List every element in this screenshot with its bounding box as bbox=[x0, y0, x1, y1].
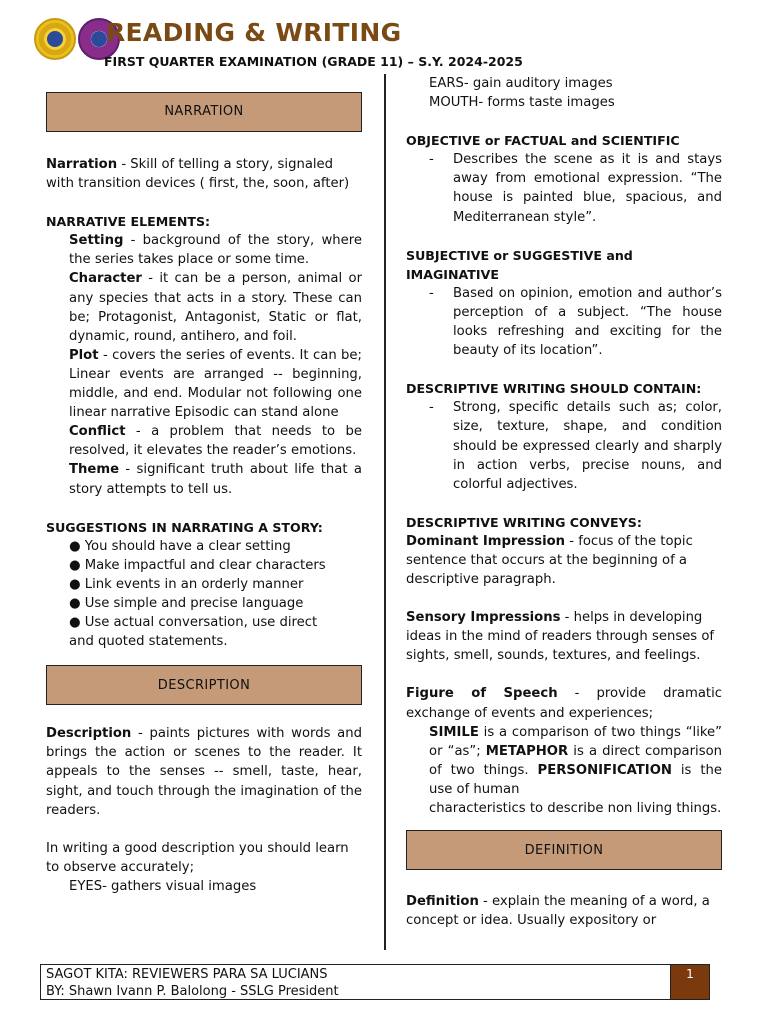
element-character: Character - it can be a person, animal or any species that acts in a story. These can be; Protagonist, Antagonist, Static or flat, dynamic, round, antihero, and foil. bbox=[69, 271, 362, 344]
objective-heading: OBJECTIVE or FACTUAL and SCIENTIFIC bbox=[406, 133, 680, 149]
right-column bbox=[406, 74, 722, 930]
page-subtitle: FIRST QUARTER EXAMINATION (GRADE 11) – S.Y. 2024-2025 bbox=[104, 54, 523, 69]
school-seal-logo bbox=[34, 18, 76, 60]
suggestion-item: ● Link events in an orderly manner bbox=[69, 576, 304, 592]
suggestion-item: ● Use simple and precise language bbox=[69, 595, 304, 611]
page-title: READING & WRITING bbox=[106, 18, 402, 47]
sensory-impressions: Sensory Impressions - helps in developing ideas in the mind of readers through senses of sights, smell, sounds, textures, and feelings. bbox=[406, 610, 715, 664]
bullet-icon: ● bbox=[69, 615, 81, 631]
dominant-impression: Dominant Impression - focus of the topic sentence that occurs at the beginning of a descriptive paragraph. bbox=[406, 533, 693, 588]
should-contain-item: - Strong, specific details such as; color, size, texture, shape, and condition should be expressed clearly and sharply in action verbs, precise nouns, and colorful adjectives. bbox=[406, 398, 722, 493]
bullet-icon: ● bbox=[69, 538, 81, 554]
definition-section-header: DEFINITION bbox=[406, 830, 722, 870]
figures-explanation: SIMILE is a comparison of two things “like” or “as”; METAPHOR is a direct comparison of two things. PERSONIFICATION is the use of human bbox=[429, 724, 723, 797]
bullet-icon: ● bbox=[69, 595, 81, 611]
page-footer bbox=[40, 964, 710, 1000]
narration-term: Narration bbox=[46, 157, 118, 172]
eyes-line: EYES- gathers visual images bbox=[69, 878, 257, 894]
page-number: 1 bbox=[670, 965, 709, 999]
bullet-icon: ● bbox=[69, 576, 81, 592]
dash-marker: - bbox=[429, 285, 434, 301]
dash-marker: - bbox=[429, 400, 434, 416]
definition-paragraph: Definition - explain the meaning of a word, a concept or idea. Usually expository or bbox=[406, 894, 710, 929]
suggestion-item: ● Use actual conversation, use direct bbox=[69, 615, 318, 631]
characteristics-line: characteristics to describe non living things. bbox=[429, 801, 722, 816]
narration-section-header: NARRATION bbox=[46, 92, 362, 132]
column-divider bbox=[384, 74, 386, 950]
suggestion-continuation: and quoted statements. bbox=[69, 634, 228, 650]
narrative-elements-heading: NARRATIVE ELEMENTS: bbox=[46, 214, 211, 230]
element-setting: Setting - background of the story, where the series takes place or some time. bbox=[69, 233, 362, 268]
mouth-line: MOUTH- forms taste images bbox=[429, 95, 615, 111]
element-conflict: Conflict - a problem that needs to be resolved, it elevates the reader’s emotions. bbox=[69, 424, 362, 459]
element-theme: Theme - significant truth about life that a story attempts to tell us. bbox=[69, 462, 362, 497]
left-column bbox=[46, 74, 362, 896]
observe-paragraph: In writing a good description you should learn to observe accurately; bbox=[46, 840, 349, 875]
subjective-item: - Based on opinion, emotion and author’s perception of a subject. “The house looks refreshing and exciting for the beauty of its location”. bbox=[406, 284, 722, 360]
should-contain-heading: DESCRIPTIVE WRITING SHOULD CONTAIN: bbox=[406, 381, 702, 397]
bullet-icon: ● bbox=[69, 557, 81, 573]
suggestion-item: ● Make impactful and clear characters bbox=[69, 557, 326, 573]
footer-line-2: BY: Shawn Ivann P. Balolong - SSLG President bbox=[46, 984, 339, 999]
dash-marker: - bbox=[429, 152, 434, 168]
subjective-heading: SUBJECTIVE or SUGGESTIVE and IMAGINATIVE bbox=[406, 247, 633, 282]
conveys-heading: DESCRIPTIVE WRITING CONVEYS: bbox=[406, 514, 642, 530]
ears-line: EARS- gain auditory images bbox=[429, 76, 613, 91]
description-definition: Description - paints pictures with words and brings the action or scenes to the reader. It appeals to the senses -- smell, taste, hear, sight, and touch through the imagination of the readers. bbox=[46, 726, 362, 818]
description-section-header: DESCRIPTION bbox=[46, 665, 362, 705]
element-plot: Plot - covers the series of events. It can be; Linear events are arranged -- beginning, middle, and end. Modular not following one linear narrative Episodic can stand alone bbox=[69, 347, 362, 421]
suggestion-item: ● You should have a clear setting bbox=[69, 538, 291, 554]
suggestions-heading: SUGGESTIONS IN NARRATING A STORY: bbox=[46, 519, 323, 535]
figure-of-speech: Figure of Speech - provide dramatic exchange of events and experiences; bbox=[406, 686, 722, 721]
footer-line-1: SAGOT KITA: REVIEWERS PARA SA LUCIANS bbox=[46, 967, 328, 982]
narration-definition: Narration - Skill of telling a story, signaled with transition devices ( first, the, soon, after) bbox=[46, 157, 350, 192]
objective-item: - Describes the scene as it is and stays away from emotional expression. “The house is painted blue, spacious, and Mediterranean style”. bbox=[406, 150, 722, 226]
